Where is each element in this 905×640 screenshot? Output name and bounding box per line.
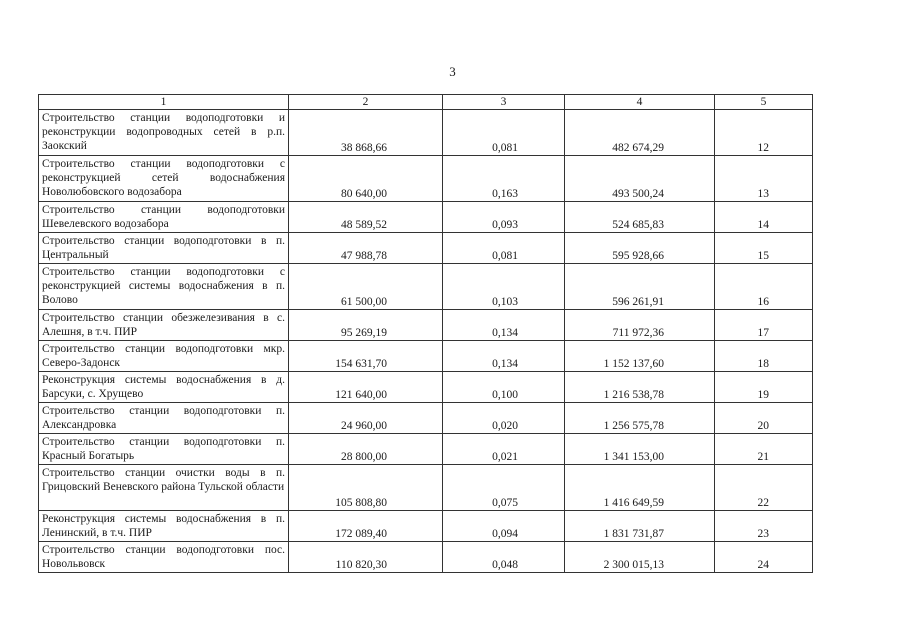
row-name-cell: Строительство станции водоподготовки п. Красный Богатырь	[39, 434, 289, 465]
row-col5-cell: 15	[715, 233, 813, 264]
row-col3-cell: 0,100	[443, 372, 565, 403]
row-name-cell: Реконструкция системы водоснабжения в д. Барсуки, с. Хрущево	[39, 372, 289, 403]
row-col2-cell: 47 988,78	[289, 233, 443, 264]
row-col4-cell: 524 685,83	[565, 202, 715, 233]
table-row	[39, 110, 813, 156]
row-col2-cell: 105 808,80	[289, 465, 443, 511]
row-name-cell: Строительство станции водоподготовки п. Александровка	[39, 403, 289, 434]
row-col3-cell: 0,048	[443, 542, 565, 573]
row-name-cell: Строительство станции очистки воды в п. Грицовский Веневского района Тульской области	[39, 465, 289, 511]
row-col5-cell: 22	[715, 465, 813, 511]
row-col5-cell: 13	[715, 156, 813, 202]
row-name-cell: Строительство станции водоподготовки с реконструкцией сетей водоснабжения Новолюбовского водозабора	[39, 156, 289, 202]
row-col2-cell: 61 500,00	[289, 264, 443, 310]
row-col3-cell: 0,081	[443, 110, 565, 156]
row-col4-cell: 1 152 137,60	[565, 341, 715, 372]
column-header-4: 4	[565, 95, 715, 110]
row-col4-cell: 1 416 649,59	[565, 465, 715, 511]
table-row	[39, 403, 813, 434]
row-col4-cell: 711 972,36	[565, 310, 715, 341]
row-col5-cell: 19	[715, 372, 813, 403]
row-col2-cell: 48 589,52	[289, 202, 443, 233]
row-col4-cell: 1 831 731,87	[565, 511, 715, 542]
column-header-5: 5	[715, 95, 813, 110]
table-row	[39, 264, 813, 310]
row-col5-cell: 14	[715, 202, 813, 233]
table-row	[39, 341, 813, 372]
row-col5-cell: 23	[715, 511, 813, 542]
row-col5-cell: 21	[715, 434, 813, 465]
row-name-cell: Строительство станции водоподготовки Шевелевского водозабора	[39, 202, 289, 233]
row-name-cell: Строительство станции водоподготовки мкр. Северо-Задонск	[39, 341, 289, 372]
row-col3-cell: 0,103	[443, 264, 565, 310]
column-header-1: 1	[39, 95, 289, 110]
row-col2-cell: 121 640,00	[289, 372, 443, 403]
row-col3-cell: 0,081	[443, 233, 565, 264]
row-col2-cell: 95 269,19	[289, 310, 443, 341]
row-col3-cell: 0,163	[443, 156, 565, 202]
row-col5-cell: 24	[715, 542, 813, 573]
row-name-cell: Строительство станции водоподготовки пос. Новольвовск	[39, 542, 289, 573]
row-col3-cell: 0,093	[443, 202, 565, 233]
row-col4-cell: 1 256 575,78	[565, 403, 715, 434]
row-col2-cell: 154 631,70	[289, 341, 443, 372]
row-col5-cell: 12	[715, 110, 813, 156]
row-col4-cell: 2 300 015,13	[565, 542, 715, 573]
row-col3-cell: 0,134	[443, 341, 565, 372]
row-col3-cell: 0,075	[443, 465, 565, 511]
column-header-2: 2	[289, 95, 443, 110]
row-col5-cell: 18	[715, 341, 813, 372]
row-col2-cell: 38 868,66	[289, 110, 443, 156]
data-table	[38, 94, 813, 573]
column-header-3: 3	[443, 95, 565, 110]
row-col4-cell: 1 216 538,78	[565, 372, 715, 403]
table-body	[39, 110, 813, 573]
row-col2-cell: 80 640,00	[289, 156, 443, 202]
row-col3-cell: 0,020	[443, 403, 565, 434]
row-col4-cell: 596 261,91	[565, 264, 715, 310]
row-col4-cell: 595 928,66	[565, 233, 715, 264]
table-row	[39, 465, 813, 511]
table-row	[39, 542, 813, 573]
header-row	[39, 95, 813, 110]
row-col5-cell: 20	[715, 403, 813, 434]
row-col4-cell: 1 341 153,00	[565, 434, 715, 465]
row-col5-cell: 17	[715, 310, 813, 341]
row-col4-cell: 493 500,24	[565, 156, 715, 202]
row-col3-cell: 0,021	[443, 434, 565, 465]
table-row	[39, 434, 813, 465]
table-row	[39, 233, 813, 264]
row-name-cell: Строительство станции водоподготовки с реконструкцией системы водоснабжения в п. Волово	[39, 264, 289, 310]
row-name-cell: Строительство станции водоподготовки в п. Центральный	[39, 233, 289, 264]
page-number: 3	[449, 64, 456, 79]
table-row	[39, 156, 813, 202]
row-name-cell: Реконструкция системы водоснабжения в п. Ленинский, в т.ч. ПИР	[39, 511, 289, 542]
table-row	[39, 511, 813, 542]
row-col2-cell: 24 960,00	[289, 403, 443, 434]
table-row	[39, 372, 813, 403]
row-col3-cell: 0,094	[443, 511, 565, 542]
row-name-cell: Строительство станции обезжелезивания в с. Алешня, в т.ч. ПИР	[39, 310, 289, 341]
row-col2-cell: 110 820,30	[289, 542, 443, 573]
row-col2-cell: 172 089,40	[289, 511, 443, 542]
row-col4-cell: 482 674,29	[565, 110, 715, 156]
table-row	[39, 202, 813, 233]
table-row	[39, 310, 813, 341]
row-col5-cell: 16	[715, 264, 813, 310]
row-col2-cell: 28 800,00	[289, 434, 443, 465]
row-name-cell: Строительство станции водоподготовки и реконструкции водопроводных сетей в р.п. Заокский	[39, 110, 289, 156]
row-col3-cell: 0,134	[443, 310, 565, 341]
